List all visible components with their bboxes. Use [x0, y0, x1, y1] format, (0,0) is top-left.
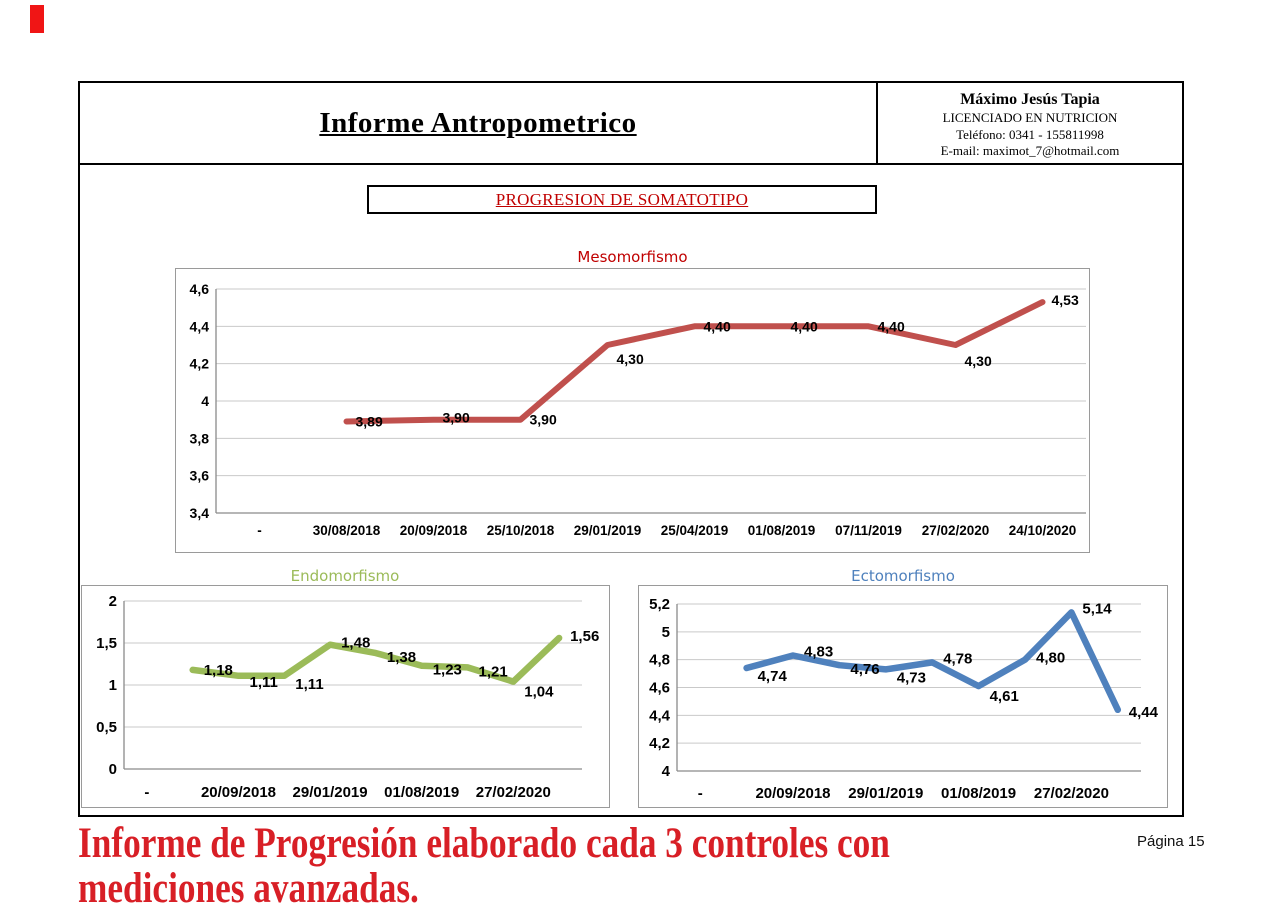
document-header: [80, 83, 1182, 165]
y-tick-label: 3,8: [189, 430, 209, 447]
x-tick-label: 01/08/2019: [941, 785, 1017, 802]
mesomorfismo-chart-title: Mesomorfismo: [577, 248, 688, 266]
data-label: 1,11: [249, 673, 278, 691]
data-label: 4,83: [804, 643, 834, 661]
y-tick-label: 3,4: [189, 505, 209, 521]
footer-note-line2: mediciones avanzadas.: [78, 865, 419, 905]
data-label: 4,30: [964, 353, 992, 369]
data-label: 1,11: [295, 675, 324, 693]
x-tick-label: 27/02/2020: [475, 784, 551, 801]
y-tick-label: 5,2: [649, 596, 670, 613]
contact-degree: LICENCIADO EN NUTRICION: [942, 110, 1118, 125]
x-tick-label: 20/09/2018: [755, 785, 831, 802]
data-label: 4,76: [850, 661, 880, 679]
data-label: 4,40: [790, 318, 818, 335]
data-label: 3,90: [442, 409, 470, 426]
data-label: 1,21: [478, 663, 508, 681]
data-label: 1,56: [570, 627, 600, 645]
ectomorfismo-plot: [639, 586, 1166, 806]
x-tick-label: 25/10/2018: [486, 523, 555, 538]
endomorfismo-plot: [82, 586, 608, 806]
y-tick-label: 4,8: [649, 651, 670, 669]
y-tick-label: 4: [201, 393, 209, 409]
title-cell: [80, 83, 876, 163]
x-tick-label: 20/09/2018: [399, 523, 468, 538]
footer-note-line1: Informe de Progresión elaborado cada 3 controles con: [78, 820, 890, 867]
x-tick-label: 24/10/2020: [1008, 523, 1077, 538]
x-tick-label: 25/04/2019: [660, 523, 729, 538]
data-label: 4,80: [1036, 649, 1066, 667]
contact-phone: Teléfono: 0341 - 155811998: [956, 126, 1104, 142]
x-tick-label: 27/02/2020: [1033, 785, 1109, 802]
y-tick-label: 3,6: [189, 467, 209, 484]
y-tick-label: 1,5: [96, 635, 117, 652]
data-label: 4,74: [757, 668, 787, 686]
data-label: 1,38: [386, 649, 417, 667]
data-label: 4,40: [703, 318, 731, 335]
data-label: 4,78: [943, 650, 973, 668]
data-label: 3,90: [529, 411, 557, 428]
ectomorfismo-chart: [638, 585, 1168, 808]
x-tick-label: -: [697, 785, 703, 802]
contact-block: [876, 83, 1182, 163]
x-tick-label: 01/08/2019: [384, 784, 460, 801]
y-tick-label: 2: [108, 593, 117, 610]
data-label: 5,14: [1082, 600, 1112, 618]
contact-name: Máximo Jesús Tapia: [960, 91, 1100, 108]
data-label: 4,30: [616, 351, 644, 367]
ectomorfismo-chart-title: Ectomorfismo: [851, 567, 955, 585]
mesomorfismo-chart: [175, 268, 1090, 553]
x-tick-label: -: [144, 784, 150, 801]
x-tick-label: 01/08/2019: [747, 523, 816, 538]
y-tick-label: 4,2: [649, 735, 670, 753]
x-tick-label: 20/09/2018: [200, 784, 277, 801]
x-tick-label: -: [257, 523, 262, 538]
section-title: PROGRESION DE SOMATOTIPO: [495, 189, 749, 209]
data-label: 4,73: [896, 669, 927, 687]
page-title: Informe Antropometrico: [319, 106, 637, 139]
y-tick-label: 4,2: [189, 355, 209, 372]
endomorfismo-chart-title: Endomorfismo: [290, 567, 400, 585]
contact-email: E-mail: maximot_7@hotmail.com: [940, 143, 1120, 158]
section-title-box: [367, 185, 877, 214]
x-tick-label: 29/01/2019: [848, 785, 924, 802]
red-marker: [30, 5, 44, 33]
data-label: 4,40: [877, 318, 905, 335]
y-tick-label: 0: [108, 761, 117, 778]
mesomorfismo-plot: [176, 269, 1088, 551]
page-number: Página 15: [1137, 833, 1205, 850]
series-line: [347, 302, 1043, 421]
y-tick-label: 4: [661, 763, 670, 780]
x-tick-label: 27/02/2020: [921, 523, 990, 538]
data-label: 1,04: [524, 683, 554, 701]
y-tick-label: 4,6: [189, 281, 209, 297]
data-label: 1,48: [341, 634, 371, 652]
data-label: 1,23: [432, 661, 462, 679]
y-tick-label: 5: [661, 623, 670, 641]
data-label: 4,61: [989, 688, 1019, 706]
endomorfismo-chart: [81, 585, 610, 808]
x-tick-label: 07/11/2019: [835, 523, 902, 538]
y-tick-label: 4,4: [189, 318, 209, 335]
data-label: 4,44: [1128, 703, 1159, 721]
data-label: 3,89: [355, 413, 383, 430]
y-tick-label: 4,6: [649, 679, 670, 697]
x-tick-label: 30/08/2018: [312, 523, 381, 538]
footer-note: [78, 821, 890, 905]
x-tick-label: 29/01/2019: [573, 523, 642, 538]
y-tick-label: 1: [108, 677, 117, 694]
y-tick-label: 0,5: [96, 719, 117, 736]
data-label: 1,18: [203, 661, 233, 679]
data-label: 4,53: [1051, 292, 1079, 309]
y-tick-label: 4,4: [649, 707, 670, 725]
x-tick-label: 29/01/2019: [292, 784, 368, 801]
